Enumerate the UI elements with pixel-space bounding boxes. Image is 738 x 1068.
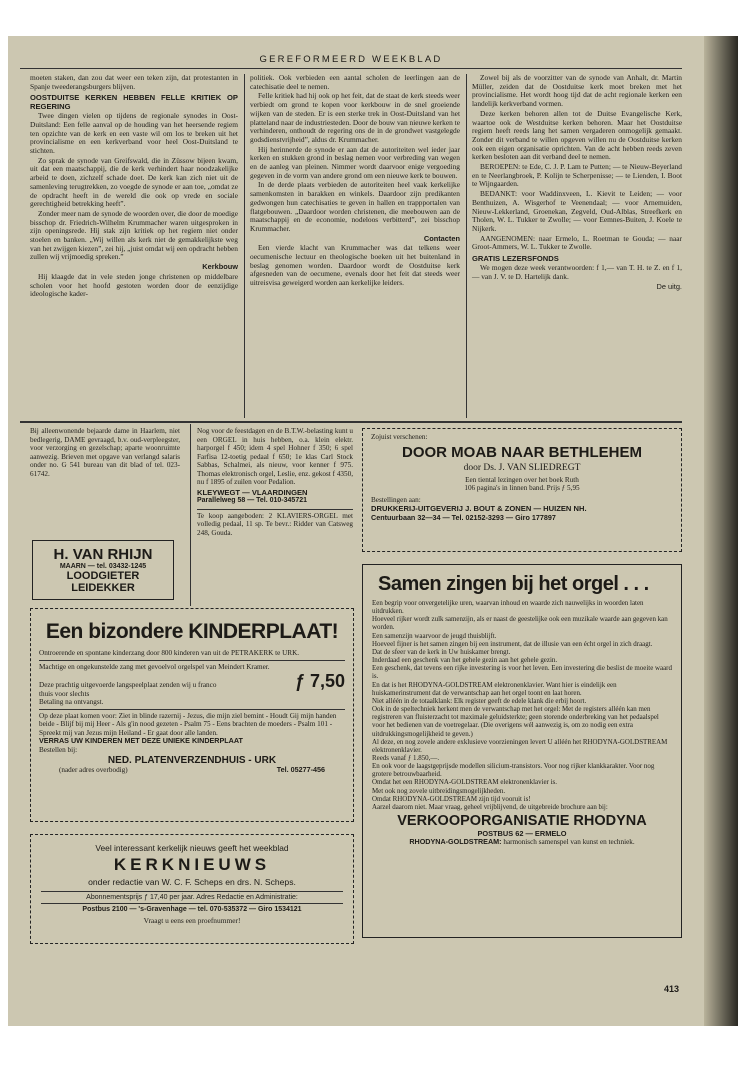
ad-line: Hoeveel fijner is het samen zingen bij een instrument, dat de illusie van een écht orgel in zich draagt. <box>372 639 653 648</box>
classified-text: Nog voor de feestdagen en de B.T.W.-belasting kunt u een ORGEL in huis hebben, o.a. klein elektr. harporgel f 450; idem 4 spel Hohner f 350; 6 spel Farfisa 12-toetig pedaal f 650; 1e klas Carl Stock Sabbas, Schalmei, als nieuw, voor kenner f 975. Thomas elektronisch orgel, Leslie, enz. gekost f 4350, nu f 1895 of zuilen voor Pedalion. <box>197 427 353 486</box>
paragraph: politiek. Ook verbieden een aantal scholen de leerlingen aan de catechisatie deel te nemen. <box>250 73 460 91</box>
column-rule <box>466 74 467 418</box>
article-heading: OOSTDUITSE KERKEN HEBBEN FELLE KRITIEK OP REGERING <box>30 93 238 111</box>
ad-company-name: NED. PLATENVERZENDHUIS - URK <box>107 755 277 766</box>
column-rule <box>190 424 191 606</box>
paragraph: Zonder meer nam de synode de woorden over, die door de moedige bisschop dr. Friedrich-Wilhelm Krummacher waren uitgesproken in zijn openingsrede. Hij stak zijn kritiek op het regiem niet onder stoelen en banken. „Wij willen als kerk niet de gemakkelijkste weg van het zwijgen kiezen”, zei hij, „juist omdat wij een opdracht hebben zullen wij vrijmoedig spreken.” <box>30 208 238 262</box>
ad-text: Abonnementsprijs ƒ 17,40 per jaar. Adres Redactie en Administratie: <box>41 891 343 901</box>
rhodyna-organ-ad <box>362 564 682 938</box>
ad-text: Machtige en ongekunstelde zang met gevoelvol orgelspel van Meindert Kramer. <box>39 662 270 671</box>
classified-text: Bij alleenwonende bejaarde dame in Haarlem, niet bedlegerig, DAME gevraagd, b.v. oud-verpleegster, voor verzorging en gezelschap; aparte woonruimte aanwezig. Brieven met opgave van verlangd salaris onder no. G 541 bureau van dit blad of tel. 023-61742. <box>30 427 180 478</box>
article-heading: GRATIS LEZERSFONDS <box>472 254 559 264</box>
ad-company-name: H. VAN RHIJN <box>53 546 153 563</box>
paragraph: Zo sprak de synode van Greifswald, die in Züssow bijeen kwam, uit dat een maatschappij, die de kerk verhindert haar noodzakelijke arbeid te doen, zichzelf schade doet. De kerk kan zich niet uit de samenleving terugtrekken, zo voegde de synode er aan toe, „omdat ze de opdracht heeft in de wereld die ook op vrede en sociale gerechtigheid betrekking heeft”. <box>30 155 238 209</box>
page-edge-shadow <box>704 36 738 1026</box>
ad-text: Bestellingen aan: <box>371 495 421 504</box>
classified-ad <box>30 427 180 479</box>
ad-title: DOOR MOAB NAAR BETHLEHEM <box>402 443 642 461</box>
paragraph: Een vierde klacht van Krummacher was dat telkens weer oecumenische lectuur en theologische boeken uit het buitenland in beslag genomen worden. Daardoor wordt de Oostduitse kerk afgesneden van de oecumene, evenals door het feit dat steeds weer uitreisvisa geweigerd worden aan kerkelijke leiders. <box>250 243 460 288</box>
paragraph: Zowel bij als de voorzitter van de synode van Anhalt, dr. Martin Müller, zeiden dat de Oostduitse kerk moet breken met het provincialisme. Het wordt hoog tijd dat de acht regionale kerken een landelijk kerkverband vormen. <box>472 73 682 109</box>
page-number: 413 <box>664 984 680 994</box>
signature: De uitg. <box>656 281 682 291</box>
kinderplaat-ad <box>30 608 354 822</box>
divider <box>39 660 345 661</box>
ad-address: Parallelweg 58 — Tel. 010-345721 <box>197 497 307 504</box>
ad-title: Samen zingen bij het orgel . . . <box>378 573 649 595</box>
divider <box>197 509 353 510</box>
ad-address: POSTBUS 62 — ERMELO <box>477 829 567 839</box>
ad-line: Reeds vanaf ƒ 1.850,—. <box>372 753 440 762</box>
ad-author: door Ds. J. VAN SLIEDREGT <box>463 462 581 473</box>
ad-text: Vraagt u eens een proefnummer! <box>143 916 241 925</box>
ad-text: Betaling na ontvangst. <box>39 698 104 706</box>
ad-line: Al deze, en nog zovele andere exklusieve voorzieningen levert U alléén het RHODYNA-GOLDSTREAM elektronenklavier. <box>372 737 668 754</box>
ad-line: Met ook nog zovele uitbreidingsmogelijkheden. <box>372 786 506 795</box>
ad-text: onder redactie van W. C. F. Scheps en drs. N. Scheps. <box>88 877 296 887</box>
moab-book-ad <box>362 428 682 552</box>
paragraph: Twee dingen vielen op tijdens de regionale synodes in Oost-Duitsland: Een felle aanval op de houding van het heersende regiem ten opzichte van de kerk en een vaste wil om los te breken uit het provincialisme en een kerkverband voor heel Oost-Duitsland te stichten. <box>30 111 238 156</box>
paragraph: Felle kritiek had hij ook op het feit, dat de staat de kerk steeds weer verbiedt om grond te kopen voor kerkbouw in de snel groeiende wijken van de steden. Er is een sterke trek in Oost-Duitsland van het platteland naar de industriesteden. Door de bouw van nieuwe kerken te verhinderen, onthoudt de regering ons de in de grondwet vastgelegde godsdienstvrijheid”, aldus dr. Krummacher. <box>250 91 460 144</box>
ad-text: Veel interessant kerkelijk nieuws geeft het weekblad <box>95 843 289 853</box>
ad-line: En dat is het RHODYNA-GOLDSTREAM elektronenklavier. Want hier is eindelijk een huiskamerinstrument dat de verwantschap aan het orgel toont en laat horen. <box>372 680 617 697</box>
ad-line: Aarzel daarom niet. Maar vraag, geheel vrijblijvend, de uitgebreide brochure aan bij: <box>372 802 608 811</box>
ad-line: Een samenzijn waarvoor de jeugd thuisblijft. <box>372 631 497 640</box>
ad-line: En ook voor de laagstgeprijsde modellen silicium-transistors. Voor nog rijker klankkarakter. Voor nog grotere betrouwbaarheid. <box>372 762 655 779</box>
article-column-1 <box>30 74 238 300</box>
paragraph: moeten staken, dan zou dat weer een teken zijn, dat protestanten in Spanje tweederangsburgers blijven. <box>30 73 238 91</box>
page-header: GEREFORMEERD WEEKBLAD <box>259 54 443 65</box>
ad-title: Een bizondere KINDERPLAAT! <box>45 620 339 643</box>
ad-slogan: VERRAS UW KINDEREN MET DEZE UNIEKE KINDERPLAAT <box>39 736 243 745</box>
paragraph: In de derde plaats verbieden de autoriteiten heel vaak kerkelijke samenkomsten in barakken en winkels. Daardoor zijn predikanten gedwongen hun catechisaties te geven in hallen en trappportalen van flatgebouwen. „Daardoor worden christenen, die meebouwen aan de maatschappij en de economie, nodeloos verbitterd”, zei bisschop Krummacher. <box>250 180 460 233</box>
ad-note: (nader adres overbodig) <box>59 766 128 774</box>
ad-company-name: KLEYWEGT — VLAARDINGEN <box>197 487 308 497</box>
ad-price: ƒ 7,50 <box>294 671 345 691</box>
ad-line: Een begrip voor onvergetelijke uren, waarvan inhoud en waarde zich nauwelijks in woorden laten uitdrukken. <box>372 599 644 616</box>
header-rule <box>20 68 682 69</box>
paragraph: We mogen deze week verantwoorden: f 1,— van T. H. te Z. en f 1,— van J. V. te D. Hartelijk dank. <box>472 263 682 282</box>
ad-line: Niet alléén in de totaalklank: Elk register geeft de edele klank die erbij hoort. <box>372 696 587 705</box>
ad-phone: Tel. 05277-456 <box>276 765 325 774</box>
paragraph: Hij klaagde dat in vele steden jonge christenen op middelbare scholen voor het hoofd gestoten worden door de eenzijdige ideologische kader- <box>30 271 238 299</box>
paragraph: AANGENOMEN: naar Ermelo, L. Roetman te Gouda; — naar Groot-Ammers, W. L. Tukker te Zwolle. <box>472 233 682 252</box>
ad-text: 106 pagina's in linnen band. Prijs ƒ 5,95 <box>464 484 580 492</box>
ad-text: Ontroerende en spontane kinderzang door 800 kinderen van uit de PETRAKERK te URK. <box>39 649 300 657</box>
van-rhijn-ad <box>32 540 174 600</box>
ad-company-name: DRUKKERIJ-UITGEVERIJ J. BOUT & ZONEN — HUIZEN NH. <box>371 504 587 513</box>
ad-address: Postbus 2100 — 's-Gravenhage — tel. 070-535372 — Giro 1534121 <box>41 903 343 913</box>
column-rule <box>244 74 245 418</box>
divider <box>39 709 345 710</box>
ad-trade: LOODGIETER <box>66 570 140 582</box>
ad-company-name: VERKOOPORGANISATIE RHODYNA <box>397 813 647 830</box>
kerknieuws-ad <box>30 834 354 944</box>
ad-text: Op deze plaat komen voor: Ziet in blinde razernij - Jezus, die mijn ziel bemint - Houdt Gij mijn handen beide - Blijf bij mij Heer - Als g'in nood gezeten - Psalm 75 - Eens brachten de moeders - Psalm 101 - Spreekt mij van Jezus mijn Heiland - Er gaat door alle landen. <box>39 711 337 737</box>
paragraph: Deze kerken behoren allen tot de Duitse Evangelische Kerk, waartoe ook de Westduitse kerken behoren. Maar het Oostduitse regiem heeft reeds lang het samen vergaderen onmogelijk gemaakt. Zonder dit verband te willen opgeven willen nu de Oostduitse kerken ook een eigen organisatie oprichten. Van de acht hebben reeds zeven kerken besloten aan dit verband deel te nemen. <box>472 108 682 162</box>
ad-line: Een geschenk, dat tevens een rijke investering is voor het leven. Een investering die beslist de moeite waard is. <box>372 664 672 681</box>
subheading: Contacten <box>423 233 460 243</box>
ad-line: Hoeveel rijker wordt zulk samenzijn, als er naast de geestelijke ook een muzikale waarde aan gegeven kan worden. <box>372 615 668 632</box>
ad-text: Een tiental lezingen over het boek Ruth <box>465 475 579 484</box>
classified-text: Te koop aangeboden: 2 KLAVIERS-ORGEL met volledig pedaal, 11 sp. Te bevr.: Ridder van Catsweg 248, Gouda. <box>197 511 353 537</box>
ad-line: Ook in de speltechniek herkent men de verwantschap met het orgel: Met de registers alléén kan men registreren van fluisterzacht tot maximale geluidsterkte; geen storende onderbreking van het pedaalspel voor het bedienen van de voetregelaar. (Die overigens wél aanwezig is, om zo nodig een extra uitdrukkingsmogelijkheid te geven.) <box>372 705 659 738</box>
ad-text: Zojuist verschenen: <box>371 433 428 441</box>
classified-ad <box>197 427 353 538</box>
ad-trade: LEIDEKKER <box>71 582 135 594</box>
ad-text: Deze prachtig uitgevoerde langspeelplaat zenden wij u franco thuis voor slechts <box>39 681 217 698</box>
paragraph: Hij herinnerde de synode er aan dat de autoriteiten wel ieder jaar kerken en stukken grond in beslag nemen voor verbreding van wegen en de aanleg van pleinen. Nimmer wordt daarvoor enige vergoeding gegeven in de vorm van andere grond om een nieuwe kerk te bouwen. <box>250 144 460 180</box>
article-column-3 <box>472 74 682 293</box>
ad-line: Inderdaad een geschenk van het gehele gezin aan het gehele gezin. <box>372 656 558 665</box>
ad-phone: MAARN — tel. 03432-1245 <box>59 563 147 570</box>
ad-tagline-text: harmonisch samenspel van kunst en techniek. <box>503 838 635 847</box>
paragraph: BEROEPEN: te Ede, C. J. P. Lam te Putten; — te Nieuw-Beyerland en te Neerlangbroek, P. Kolijn te Scherpenisse; — te Lienden, I. Boot te Wijngaarden. <box>472 162 682 189</box>
ad-body <box>372 599 672 811</box>
paragraph: BEDANKT: voor Waddinxveen, L. Kievit te Leiden; — voor Benthuizen, A. Wisgerhof te Veenendaal; — voor Arnemuiden, Nieuw-Lekkerland, Groenekan, Zegveld, Oud-Alblas, Streefkerk en Tholen, W. L. Tukker te Zwolle; — voor Eemnes-Buiten, J. Koele te Nijkerk. <box>472 189 682 233</box>
ad-line: Omdat het een RHODYNA-GOLDSTREAM elektronenklavier is. <box>372 778 557 787</box>
ad-title: KERKNIEUWS <box>113 855 271 874</box>
ads-divider <box>20 421 682 423</box>
ad-text: Bestellen bij: <box>39 745 78 754</box>
ad-address: Centuurbaan 32—34 — Tel. 02152-3293 — Giro 177897 <box>371 513 556 522</box>
ad-tagline <box>372 838 672 846</box>
subheading: Kerkbouw <box>202 262 238 272</box>
ad-line: Omdat RHODYNA-GOLDSTREAM zijn tijd vooruit is! <box>372 794 531 803</box>
ad-brand: RHODYNA-GOLDSTREAM: <box>409 837 502 847</box>
ad-line: Dat de sfeer van de kerk in Uw huiskamer brengt. <box>372 647 511 656</box>
article-column-2 <box>250 74 460 289</box>
